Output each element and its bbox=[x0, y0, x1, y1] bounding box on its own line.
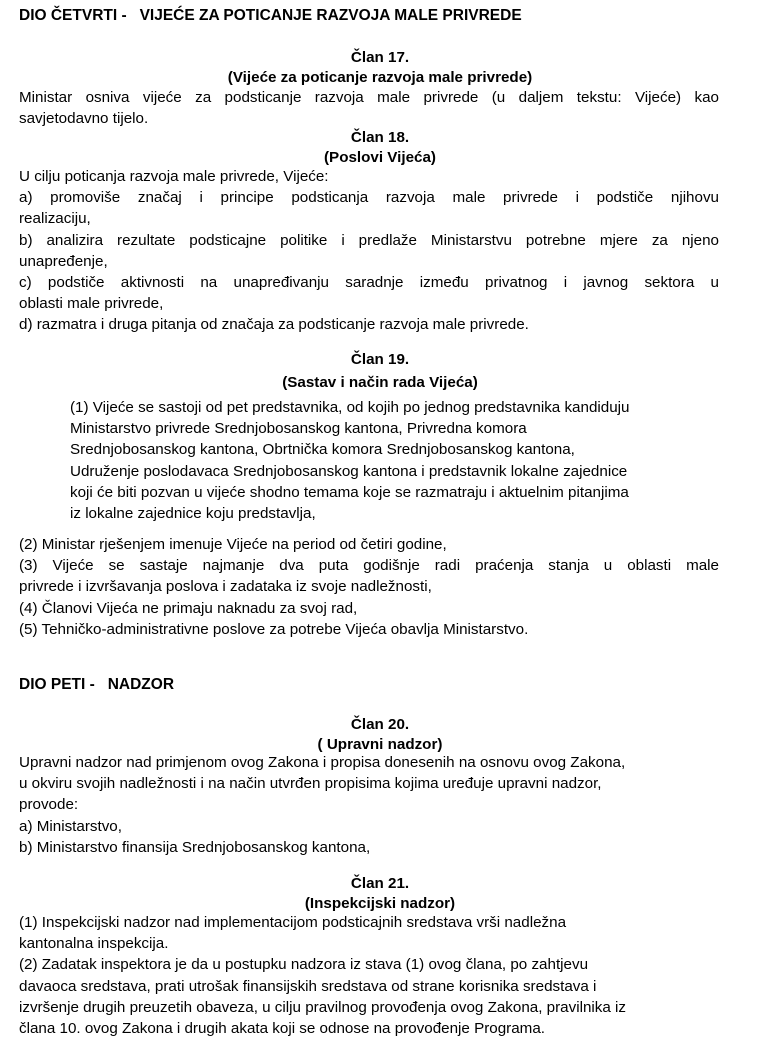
text-line: provode: bbox=[19, 796, 79, 814]
text-line: a) Ministarstvo, bbox=[19, 817, 122, 835]
text-line: U cilju poticanja razvoja male privrede, Vijeće: bbox=[19, 168, 329, 185]
article-body bbox=[19, 166, 719, 336]
text-line: (3) Vijeće se sastaje najmanje dva puta godišnje radi praćenja stanja u oblasti male bbox=[19, 557, 719, 575]
text-line: realizaciju, bbox=[19, 210, 91, 228]
article-heading: (Poslovi Vijeća) bbox=[324, 149, 436, 166]
text-line: savjetodavno tijelo. bbox=[19, 110, 149, 128]
part-title: VIJEĆE ZA POTICANJE RAZVOJA MALE PRIVREDE bbox=[139, 7, 522, 24]
text-line: privrede i izvršavanja poslova i zadataka iz svoje nadležnosti, bbox=[19, 578, 432, 596]
text-line: c) podstiče aktivnosti na unapređivanju saradnje između privatnog i javnog sektora u bbox=[19, 273, 719, 291]
text-line: d) razmatra i druga pitanja od značaja za podsticanje razvoja male privrede. bbox=[19, 316, 529, 334]
text-line: kantonalna inspekcija. bbox=[19, 935, 169, 953]
text-line: (2) Zadatak inspektora je da u postupku nadzora iz stava (1) ovog člana, po zahtjevu bbox=[19, 956, 589, 974]
text-line: Udruženje poslodavaca Srednjobosanskog kantona i predstavnik lokalne zajednice bbox=[70, 462, 628, 480]
article-body bbox=[19, 912, 719, 1039]
part-label: DIO PETI - bbox=[19, 676, 95, 693]
article-heading: (Sastav i način rada Vijeća) bbox=[282, 374, 478, 391]
text-line: koji će biti pozvan u vijeće shodno temama koje se razmatraju i aktuelnim pitanjima bbox=[70, 483, 629, 501]
article-body bbox=[19, 752, 719, 858]
article-body-indented bbox=[70, 397, 720, 524]
article-body bbox=[19, 87, 719, 129]
text-line: (1) Vijeće se sastoji od pet predstavnika, od kojih po jednog predstavnika kandiduju bbox=[70, 399, 630, 416]
text-line: iz lokalne zajednice koju predstavlja, bbox=[70, 504, 316, 522]
article-number: Član 17. bbox=[350, 49, 410, 66]
text-line: u okviru svojih nadležnosti i na način utvrđen propisima kojima uređuje upravni nadzor, bbox=[19, 775, 602, 793]
text-line: Ministar osniva vijeće za podsticanje razvoja male privrede (u daljem tekstu: Vijeće) kao bbox=[19, 89, 719, 106]
article-heading: ( Upravni nadzor) bbox=[317, 736, 443, 753]
article-number: Član 20. bbox=[350, 716, 410, 733]
text-line: davaoca sredstava, prati utrošak finansijskih sredstava od strane korisnika sredstava i bbox=[19, 977, 597, 995]
article-heading: (Vijeće za poticanje razvoja male privrede) bbox=[227, 69, 533, 86]
text-line: (5) Tehničko-administrativne poslove za potrebe Vijeća obavlja Ministarstvo. bbox=[19, 620, 529, 638]
part-heading-5 bbox=[19, 675, 174, 695]
text-line: (1) Inspekcijski nadzor nad implementacijom podsticajnih sredstava vrši nadležna bbox=[19, 914, 567, 931]
text-line: b) Ministarstvo finansija Srednjobosanskog kantona, bbox=[19, 838, 371, 856]
article-number: Član 18. bbox=[350, 129, 410, 146]
part-heading-4 bbox=[19, 6, 522, 26]
text-line: (2) Ministar rješenjem imenuje Vijeće na period od četiri godine, bbox=[19, 536, 447, 553]
article-number: Član 19. bbox=[350, 351, 410, 368]
article-heading: (Inspekcijski nadzor) bbox=[304, 895, 456, 912]
text-line: b) analizira rezultate podsticajne politike i predlaže Ministarstvu potrebne mjere za njeno bbox=[19, 231, 719, 249]
text-line: člana 10. ovog Zakona i drugih akata koji se odnose na provođenje Programa. bbox=[19, 1019, 545, 1037]
text-line: Upravni nadzor nad primjenom ovog Zakona i propisa donesenih na osnovu ovog Zakona, bbox=[19, 754, 626, 771]
article-body bbox=[19, 534, 719, 640]
text-line: a) promoviše značaj i principe podsticanja razvoja male privrede i podstiče njihovu bbox=[19, 189, 719, 207]
part-title: NADZOR bbox=[107, 676, 175, 693]
text-line: Srednjobosanskog kantona, Obrtnička komora Srednjobosanskog kantona, bbox=[70, 441, 575, 459]
text-line: Ministarstvo privrede Srednjobosanskog kantona, Privredna komora bbox=[70, 420, 527, 438]
text-line: izvršenje drugih preuzetih obaveza, u cilju pravilnog provođenja ovog Zakona, pravilnika iz bbox=[19, 998, 627, 1016]
text-line: (4) Članovi Vijeća ne primaju naknadu za svoj rad, bbox=[19, 599, 358, 617]
article-number: Član 21. bbox=[350, 875, 410, 892]
part-label: DIO ČETVRTI - bbox=[19, 7, 127, 24]
text-line: oblasti male privrede, bbox=[19, 295, 164, 313]
text-line: unapređenje, bbox=[19, 252, 108, 270]
